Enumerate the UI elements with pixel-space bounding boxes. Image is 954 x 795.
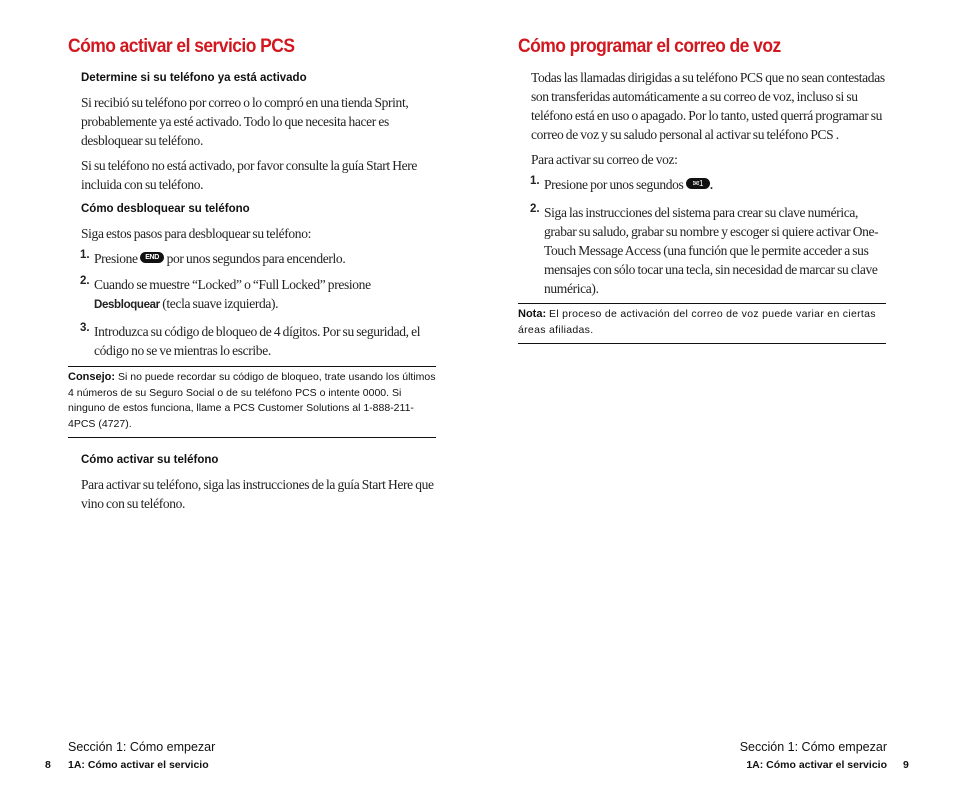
left-footer-subsection: 1A: Cómo activar el servicio: [68, 759, 209, 771]
left-page-title: Cómo activar el servicio PCS: [68, 36, 295, 57]
subheading-activated: Determine si su teléfono ya está activado: [81, 72, 307, 84]
step-number: 3.: [80, 322, 90, 334]
unlock-softkey-label: Desbloquear: [94, 299, 160, 311]
voicemail-key-icon: ✉1: [686, 178, 710, 189]
step-number: 2.: [530, 203, 540, 215]
left-page-number: 8: [45, 759, 51, 771]
step-text-part: (tecla suave izquierda).: [162, 296, 279, 311]
paragraph-activate-phone: Para activar su teléfono, siga las instrucciones de la guía Start Here que vino con su teléfono.: [81, 477, 434, 511]
step-text: [94, 249, 436, 268]
subheading-activate-phone: Cómo activar su teléfono: [81, 454, 219, 466]
step-number: 2.: [80, 275, 90, 287]
step-text: Siga las instrucciones del sistema para crear su clave numérica, grabar su saludo, grabar su nombre y escoger si quiere activar One-Touch Message Access (una función que le permite acceder a sus mensajes con sólo tocar una tecla, sin necesidad de marcar su clave numérica).: [544, 205, 879, 296]
step-number: 1.: [530, 175, 540, 187]
end-key-icon: END: [140, 252, 164, 263]
paragraph-voicemail-activate: Para activar su correo de voz:: [531, 152, 678, 167]
voicemail-step-1: [518, 175, 886, 196]
note-box: [518, 303, 886, 344]
unlock-step-1: [68, 249, 436, 268]
step-text-part: Presione: [94, 251, 138, 266]
paragraph-activated: Si recibió su teléfono por correo o lo compró en una tienda Sprint, probablemente ya esté activado. Todo lo que necesita hacer es desbloquear su teléfono.: [81, 95, 409, 148]
right-page-number: 9: [903, 759, 909, 771]
step-text: Presione por unos segundos ✉1 .: [544, 177, 713, 192]
subheading-unlock: Cómo desbloquear su teléfono: [81, 203, 250, 215]
step-text: Introduzca su código de bloqueo de 4 dígitos. Por su seguridad, el código no se ve mientras lo escribe.: [94, 324, 421, 358]
step-text: [94, 275, 436, 315]
paragraph-unlock-intro: Siga estos pasos para desbloquear su teléfono:: [81, 226, 311, 241]
unlock-step-2: [68, 275, 436, 315]
left-column: [68, 36, 436, 513]
note-label: Nota:: [518, 308, 547, 320]
right-footer-section: Sección 1: Cómo empezar: [739, 740, 887, 754]
tip-text: Si no puede recordar su código de bloqueo, trate usando los últimos 4 números de su Seguro Social o de su teléfono PCS o intente 0000. Si ninguno de estos funciona, llame a PCS Customer Solutions al 1-888-211-4PCS (4727).: [68, 371, 436, 430]
step-number: 1.: [80, 249, 90, 261]
tip-label: Consejo:: [68, 371, 116, 383]
paragraph-voicemail-intro: Todas las llamadas dirigidas a su teléfono PCS que no sean contestadas son transferidas automáticamente a su correo de voz, incluso si su teléfono está en uso o apagado. Por lo tanto, usted querrá programar su correo de voz y su saludo personal al activar su teléfono PCS .: [531, 70, 885, 142]
right-page-title: Cómo programar el correo de voz: [518, 36, 781, 57]
step-text-part: Presione por unos segundos: [544, 177, 684, 192]
unlock-step-3: [68, 322, 436, 360]
tip-box: [68, 366, 436, 438]
step-text-part: Cuando se muestre “Locked” o “Full Locked” presione: [94, 277, 371, 292]
step-text-part: por unos segundos para encenderlo.: [166, 251, 346, 266]
note-text: El proceso de activación del correo de voz puede variar en ciertas áreas afiliadas.: [518, 308, 876, 336]
paragraph-not-activated: Si su teléfono no está activado, por favor consulte la guía Start Here incluida con su teléfono.: [81, 158, 418, 192]
voicemail-step-2: [518, 203, 886, 298]
right-column: [518, 36, 886, 344]
right-footer-subsection: 1A: Cómo activar el servicio: [746, 759, 887, 771]
left-footer-section: Sección 1: Cómo empezar: [68, 740, 216, 754]
